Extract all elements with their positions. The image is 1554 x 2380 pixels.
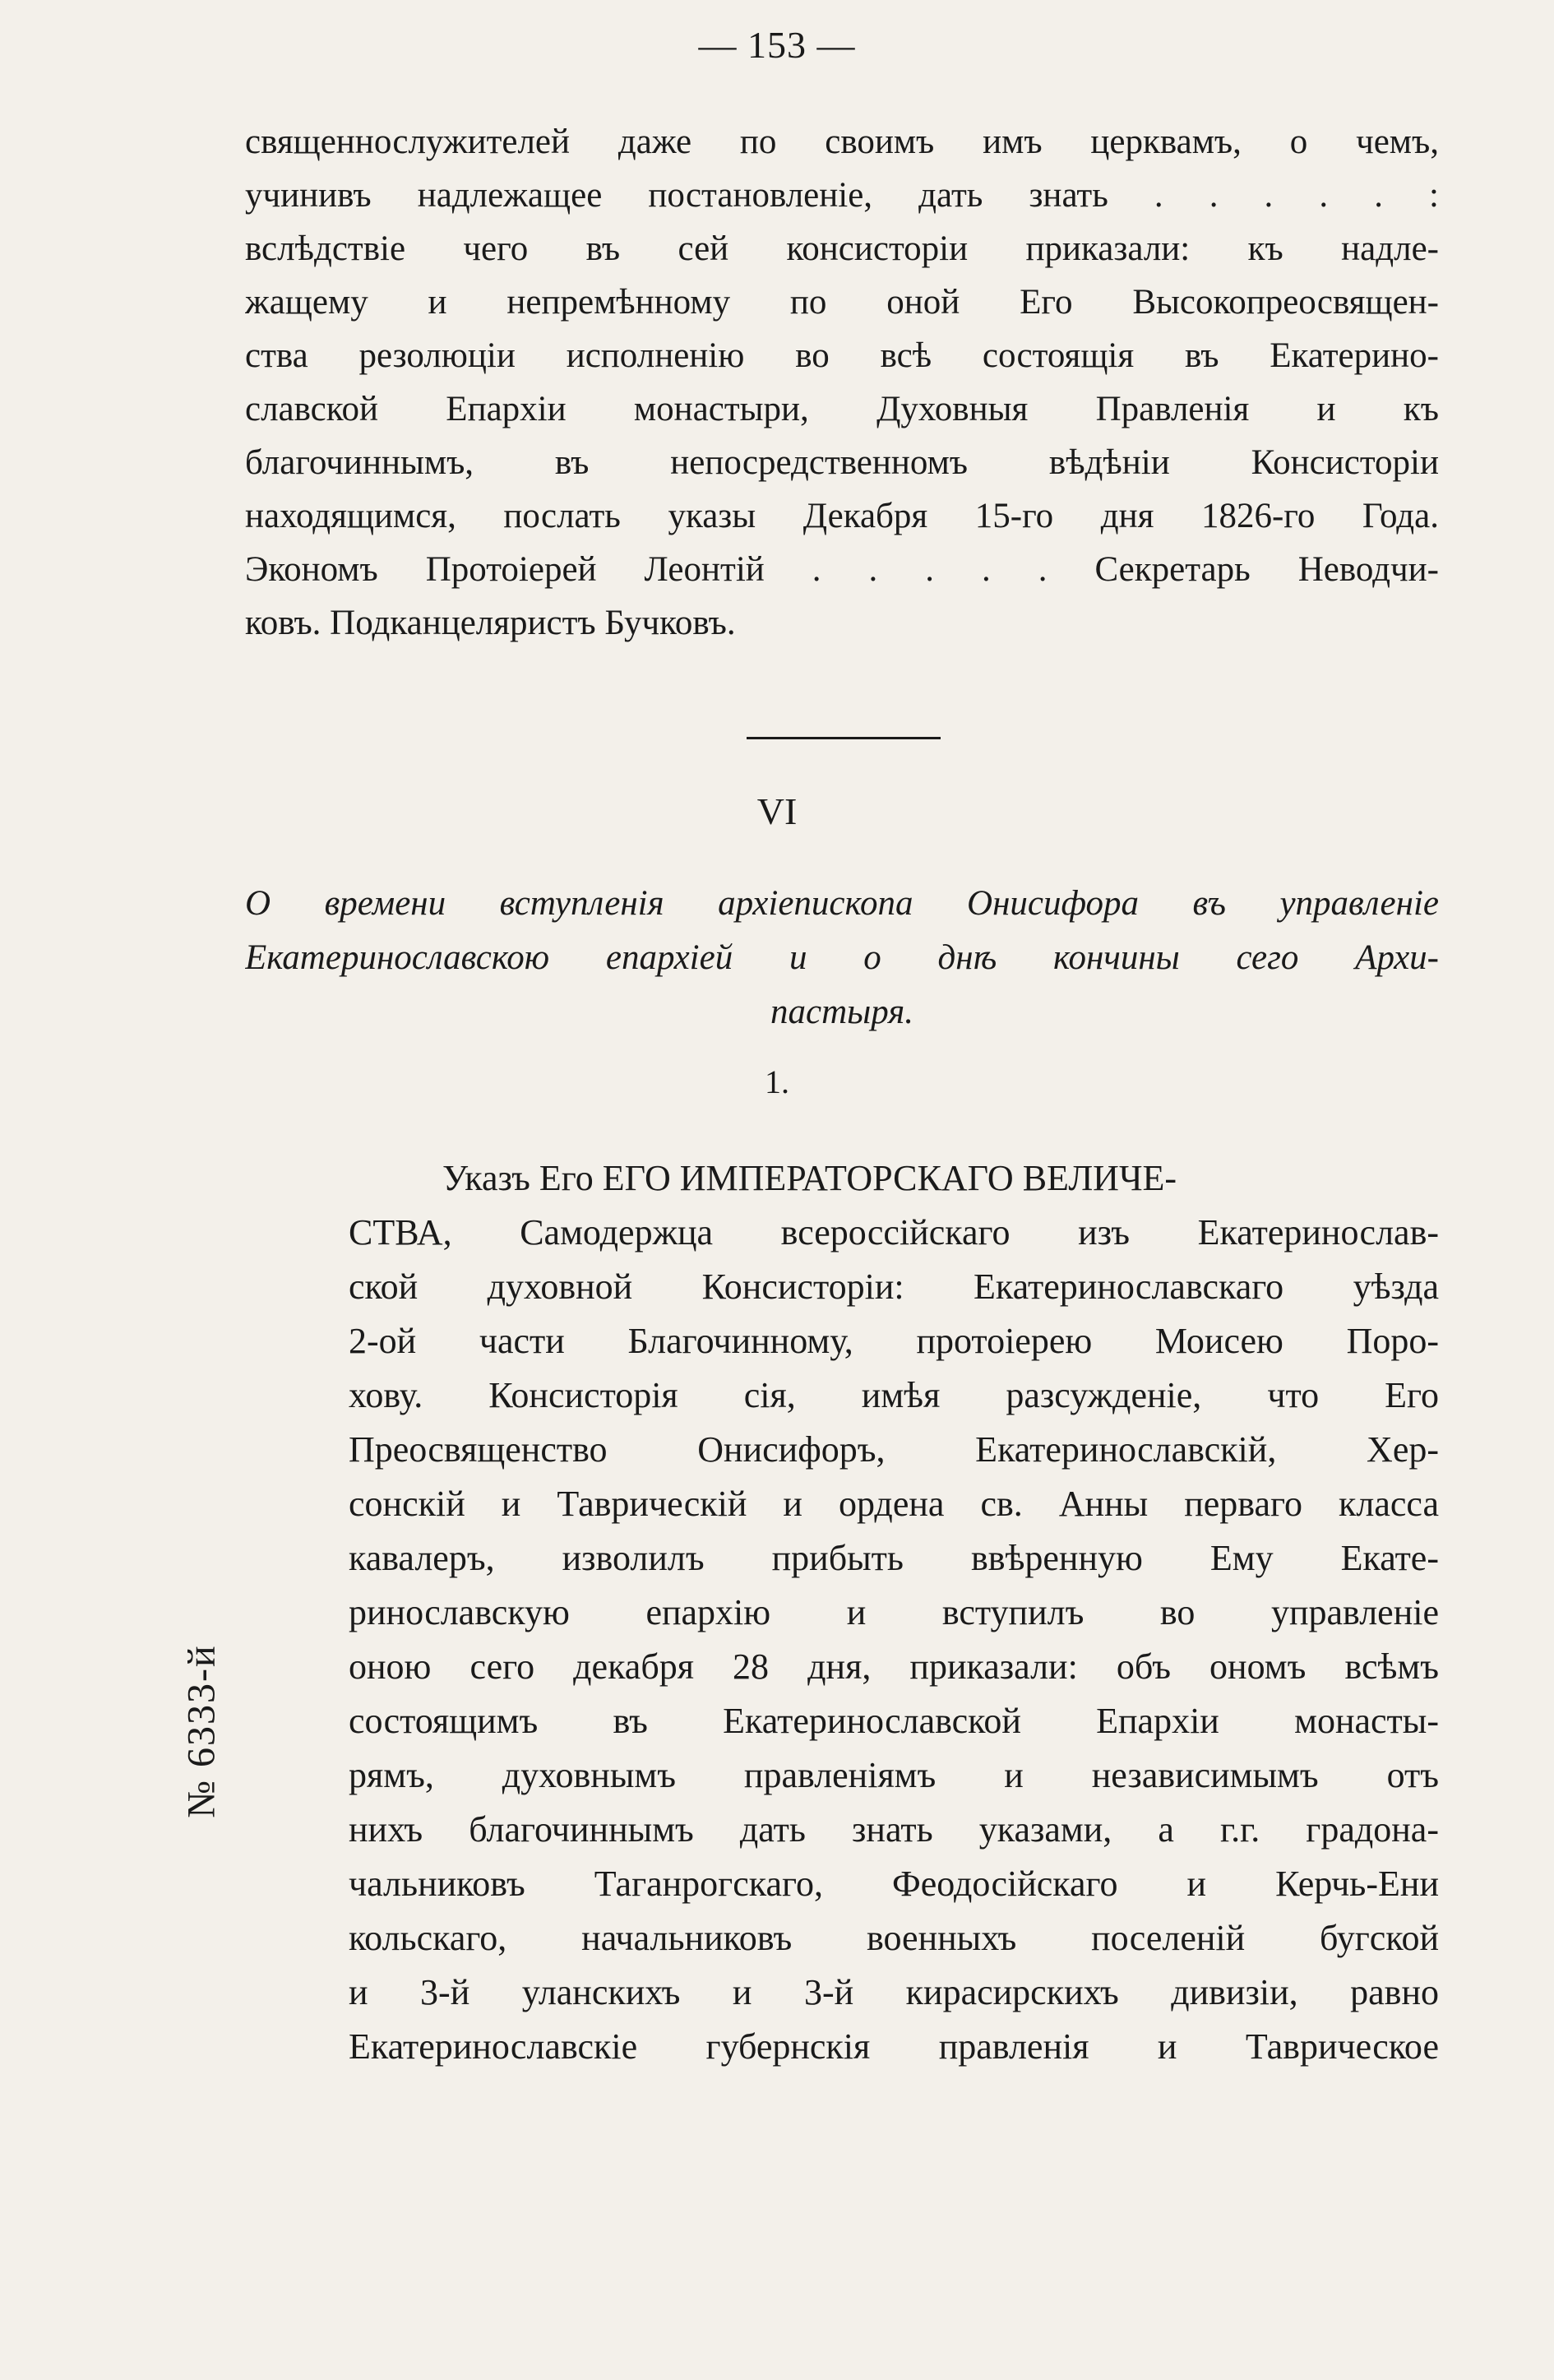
top-paragraph xyxy=(245,115,1439,650)
text-line: ковъ. Подканцеляристъ Бучковъ. xyxy=(245,604,736,642)
text-line: священнослужителей даже по своимъ имъ церквамъ, о чемъ, xyxy=(245,123,1439,161)
text-line: сонскій и Таврическій и ордена св. Анны перваго класса xyxy=(349,1484,1439,1524)
text-line: кавалеръ, изволилъ прибыть ввѣренную Ему Екате- xyxy=(349,1538,1439,1578)
text-line: чальниковъ Таганрогскаго, Феодосійскаго и Керчь-Ени xyxy=(349,1864,1439,1904)
text-line: рямъ, духовнымъ правленіямъ и независимымъ отъ xyxy=(349,1755,1439,1795)
text-line: ринославскую епархію и вступилъ во управленіе xyxy=(349,1592,1439,1632)
heading-line: О времени вступленія архіепископа Онисифора въ управленіе xyxy=(245,884,1439,923)
text-line: жащему и непремѣнному по оной Его Высокопреосвящен- xyxy=(245,283,1439,322)
text-line: СТВА, Самодержца всероссійскаго изъ Екатеринослав- xyxy=(349,1212,1439,1253)
text-line: состоящимъ въ Екатеринославской Епархіи монасты- xyxy=(349,1701,1439,1741)
body-paragraph xyxy=(349,1151,1439,2074)
margin-note: № 6333-й xyxy=(179,1644,224,1818)
text-line: славской Епархіи монастыри, Духовныя Правленія и къ xyxy=(245,390,1439,428)
text-line: Экономъ Протоіерей Леонтій . . . . . Секретарь Неводчи- xyxy=(245,550,1439,589)
text-line: Преосвященство Онисифоръ, Екатеринославскій, Хер- xyxy=(349,1429,1439,1470)
text-line: 2-ой части Благочинному, протоіерею Моисею Поро- xyxy=(349,1321,1439,1361)
text-line: учинивъ надлежащее постановленіе, дать знать . . . . . : xyxy=(245,176,1439,215)
text-line: Екатеринославскіе губернскія правленія и Таврическое xyxy=(349,2026,1439,2067)
text-line: находящимся, послать указы Декабря 15-го дня 1826-го Года. xyxy=(245,497,1439,535)
text-line: ства резолюціи исполненію во всѣ состоящія въ Екатерино- xyxy=(245,336,1439,375)
section-numeral: VI xyxy=(756,790,798,832)
text-line: Указъ Его ЕГО ИМПЕРАТОРСКАГО ВЕЛИЧЕ- xyxy=(442,1158,1177,1198)
text-line: ской духовной Консисторіи: Екатеринославскаго уѣзда xyxy=(349,1266,1439,1307)
heading-line: Екатеринославскою епархіей и о днѣ кончины сего Архи- xyxy=(245,938,1439,977)
text-line: и 3-й уланскихъ и 3-й кирасирскихъ дивизіи, равно xyxy=(349,1972,1439,2012)
text-line: кольскаго, начальниковъ военныхъ поселеній бугской xyxy=(349,1918,1439,1958)
section-heading xyxy=(245,877,1439,1040)
text-line: оною сего декабря 28 дня, приказали: объ ономъ всѣмъ xyxy=(349,1646,1439,1687)
text-line: нихъ благочиннымъ дать знать указами, а г.г. градона- xyxy=(349,1809,1439,1850)
text-line: хову. Консисторія сія, имѣя разсужденіе, что Его xyxy=(349,1375,1439,1415)
subsection-number: 1. xyxy=(765,1063,789,1100)
text-line: вслѣдствіе чего въ сей консисторіи приказали: къ надле- xyxy=(245,229,1439,268)
heading-line: пастыря. xyxy=(770,993,913,1031)
section-divider xyxy=(747,737,941,739)
page-number: — 153 — xyxy=(698,24,856,66)
text-line: благочиннымъ, въ непосредственномъ вѣдѣніи Консисторіи xyxy=(245,443,1439,482)
